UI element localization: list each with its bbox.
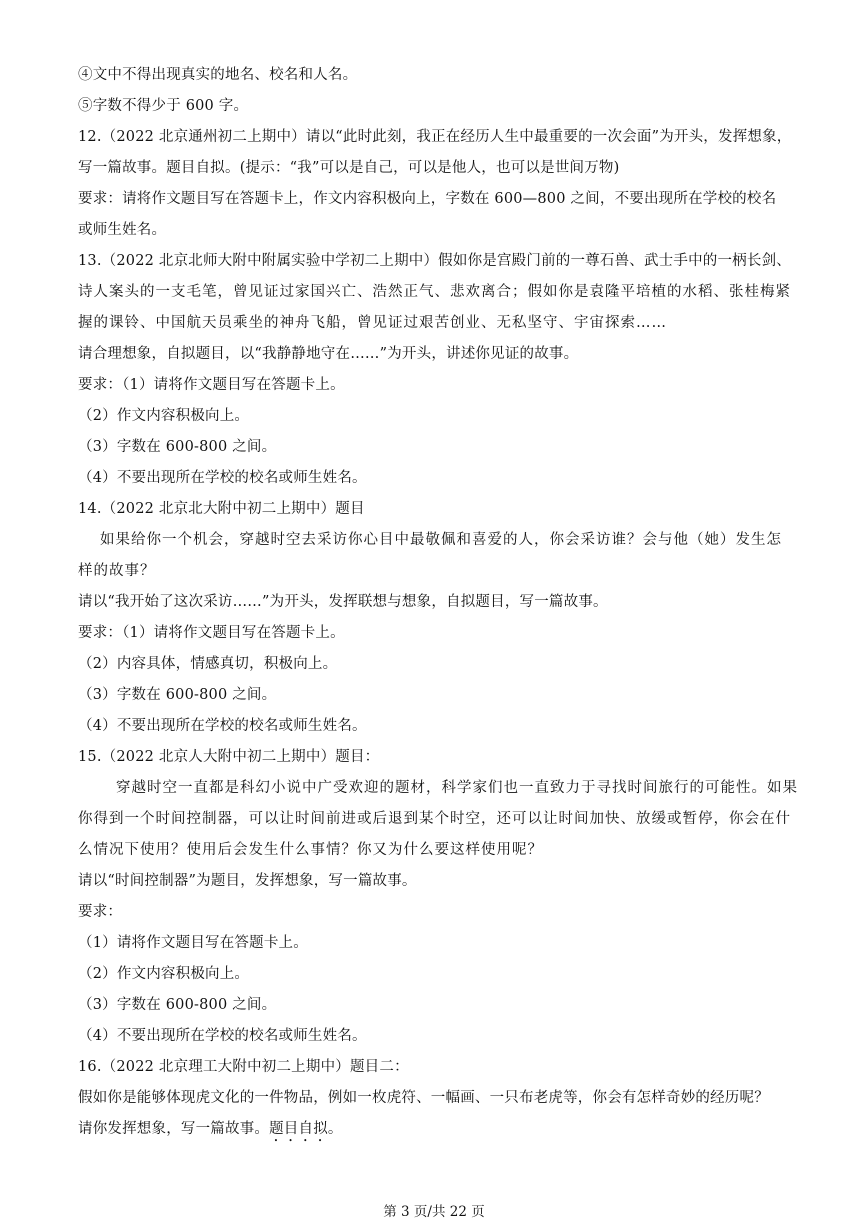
text-line-start: 请你发挥想象，写一篇故事。 (78, 1121, 270, 1137)
text-line: 穿越时空一直都是科幻小说中广受欢迎的题材，科学家们也一直致力于寻找时间旅行的可能性。如果 (116, 780, 798, 796)
text-line: （4）不要出现所在学校的校名或师生姓名。 (78, 470, 367, 486)
text-line: （2）内容具体，情感真切，积极向上。 (78, 656, 338, 672)
text-line: 样的故事？ (78, 563, 156, 579)
text-line: （3）字数在 600-800 之间。 (78, 687, 277, 703)
text-line (78, 1119, 343, 1145)
text-line: 你得到一个时间控制器，可以让时间前进或后退到某个时空，还可以让时间加快、放缓或暂停，你会在什 (78, 811, 791, 827)
text-line: （2）作文内容积极向上。 (78, 966, 250, 982)
text-line: 请以“我开始了这次采访……”为开头，发挥联想与想象，自拟题目，写一篇故事。 (78, 594, 608, 610)
text-line: 请合理想象，自拟题目，以“我静静地守在……”为开头，讲述你见证的故事。 (78, 346, 579, 362)
text-line-end: 。 (327, 1121, 343, 1137)
question-14-heading: 14.（2022 北京北大附中初二上期中）题目 (78, 501, 365, 517)
text-line: ④文中不得出现真实的地名、校名和人名。 (78, 67, 358, 83)
text-line: 或师生姓名。 (78, 222, 167, 238)
text-line: 写一篇故事。题目自拟。(提示：“我”可以是自己，可以是他人，也可以是世间万物) (78, 160, 620, 176)
question-15-heading: 15.（2022 北京人大附中初二上期中）题目： (78, 749, 380, 765)
text-line: （3）字数在 600-800 之间。 (78, 997, 277, 1013)
text-line: 么情况下使用？使用后会发生什么事情？你又为什么要这样使用呢？ (78, 842, 543, 858)
text-line: ⑤字数不得少于 600 字。 (78, 98, 249, 114)
text-line: 要求：（1）请将作文题目写在答题卡上。 (78, 625, 345, 641)
text-line: 诗人案头的一支毛笔，曾见证过家国兴亡、浩然正气、悲欢离合；假如你是袁隆平培植的水稻、张桂梅紧 (78, 284, 791, 300)
text-line: 要求： (78, 904, 123, 920)
text-line: 握的课铃、中国航天员乘坐的神舟飞船，曾见证过艰苦创业、无私坚守、宇宙探索…… (78, 315, 667, 331)
text-line: （4）不要出现所在学校的校名或师生姓名。 (78, 718, 367, 734)
emphasized-text: 题目自拟 (269, 1121, 328, 1137)
text-line: （3）字数在 600-800 之间。 (78, 439, 277, 455)
text-line: （2）作文内容积极向上。 (78, 408, 250, 424)
question-13-heading: 13.（2022 北京北师大附中附属实验中学初二上期中）假如你是宫殿门前的一尊石兽、武士手中的一柄长剑、 (78, 253, 791, 269)
text-line: （1）请将作文题目写在答题卡上。 (78, 935, 308, 951)
text-line: 假如你是能够体现虎文化的一件物品，例如一枚虎符、一幅画、一只布老虎等，你会有怎样奇妙的经历呢？ (78, 1090, 769, 1106)
text-line: 要求：请将作文题目写在答题卡上，作文内容积极向上，字数在 600—800 之间，不要出现所在学校的校名 (78, 191, 777, 207)
text-line: 要求：（1）请将作文题目写在答题卡上。 (78, 377, 345, 393)
text-line: 如果给你一个机会，穿越时空去采访你心目中最敬佩和喜爱的人，你会采访谁？会与他（她）发生怎 (100, 532, 782, 548)
page-footer: 第 3 页/共 22 页 (383, 1204, 485, 1220)
question-12-heading: 12.（2022 北京通州初二上期中）请以“此时此刻，我正在经历人生中最重要的一次会面”为开头，发挥想象， (78, 129, 792, 145)
text-line: 请以“时间控制器”为题目，发挥想象，写一篇故事。 (78, 873, 417, 889)
text-line: （4）不要出现所在学校的校名或师生姓名。 (78, 1028, 367, 1044)
question-16-heading: 16.（2022 北京理工大附中初二上期中）题目二： (78, 1059, 409, 1075)
